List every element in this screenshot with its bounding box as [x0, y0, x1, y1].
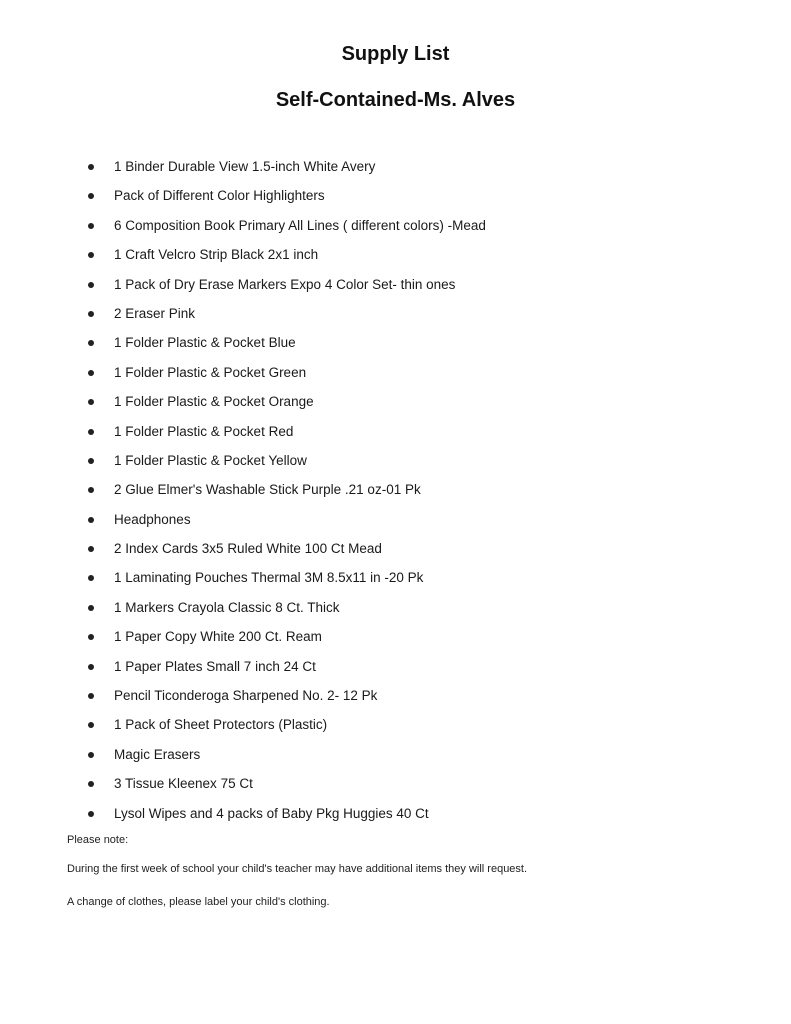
list-item-text: 6 Composition Book Primary All Lines ( different colors) -Mead: [114, 217, 486, 233]
bullet-icon: [88, 340, 94, 346]
list-item: [88, 362, 748, 391]
bullet-icon: [88, 223, 94, 229]
bullet-icon: [88, 781, 94, 787]
bullet-icon: [88, 311, 94, 317]
bullet-icon: [88, 429, 94, 435]
list-item-text: 3 Tissue Kleenex 75 Ct: [114, 776, 253, 792]
list-item-text: Magic Erasers: [114, 746, 201, 762]
supply-list: [88, 156, 748, 832]
list-item: [88, 567, 748, 596]
bullet-icon: [88, 722, 94, 728]
list-item: [88, 185, 748, 214]
bullet-icon: [88, 252, 94, 258]
bullet-icon: [88, 575, 94, 581]
list-item-text: 1 Folder Plastic & Pocket Blue: [114, 335, 296, 351]
list-item-text: 1 Pack of Sheet Protectors (Plastic): [114, 717, 328, 733]
list-item-text: 1 Binder Durable View 1.5-inch White Avery: [114, 159, 376, 174]
note-line-change-of-clothes: A change of clothes, please label your child's clothing.: [67, 896, 330, 908]
list-item: [88, 744, 748, 773]
list-item: [88, 685, 748, 714]
page-subtitle: Self-Contained-Ms. Alves: [275, 89, 516, 111]
bullet-icon: [88, 811, 94, 817]
list-item-text: 2 Eraser Pink: [114, 305, 196, 321]
list-item-text: 1 Folder Plastic & Pocket Red: [114, 423, 294, 439]
list-item: [88, 156, 748, 185]
list-item: [88, 479, 748, 508]
bullet-icon: [88, 634, 94, 640]
list-item: [88, 714, 748, 743]
bullet-icon: [88, 546, 94, 552]
list-item: [88, 391, 748, 420]
list-item: [88, 509, 748, 538]
list-item: [88, 597, 748, 626]
list-item-text: Pencil Ticonderoga Sharpened No. 2- 12 Pk: [114, 688, 378, 704]
list-item: [88, 274, 748, 303]
page-title: Supply List: [341, 43, 450, 65]
list-item-text: 1 Paper Plates Small 7 inch 24 Ct: [114, 658, 316, 674]
bullet-icon: [88, 164, 94, 170]
list-item-text: Headphones: [114, 511, 191, 527]
list-item-text: 2 Glue Elmer's Washable Stick Purple .21 oz-01 Pk: [114, 482, 421, 498]
bullet-icon: [88, 193, 94, 199]
bullet-icon: [88, 282, 94, 288]
bullet-icon: [88, 370, 94, 376]
list-item-text: 1 Folder Plastic & Pocket Green: [114, 364, 307, 380]
list-item: [88, 303, 748, 332]
list-item: [88, 656, 748, 685]
list-item: [88, 421, 748, 450]
list-item: [88, 803, 748, 832]
list-item-text: 1 Folder Plastic & Pocket Orange: [114, 394, 314, 410]
bullet-icon: [88, 693, 94, 699]
list-item: [88, 626, 748, 655]
list-item-text: 1 Folder Plastic & Pocket Yellow: [114, 452, 307, 468]
list-item: [88, 538, 748, 567]
bullet-icon: [88, 517, 94, 523]
list-item: [88, 244, 748, 273]
list-item-text: 1 Paper Copy White 200 Ct. Ream: [114, 629, 322, 645]
list-item: [88, 773, 748, 802]
list-item-text: 1 Pack of Dry Erase Markers Expo 4 Color Set- thin ones: [114, 276, 456, 292]
bullet-icon: [88, 399, 94, 405]
list-item: [88, 450, 748, 479]
list-item-text: 1 Markers Crayola Classic 8 Ct. Thick: [114, 599, 340, 615]
list-item: [88, 215, 748, 244]
list-item-text: 1 Craft Velcro Strip Black 2x1 inch: [114, 247, 319, 263]
bullet-icon: [88, 605, 94, 611]
bullet-icon: [88, 752, 94, 758]
note-heading: Please note:: [67, 834, 129, 846]
bullet-icon: [88, 458, 94, 464]
bullet-icon: [88, 487, 94, 493]
list-item-text: 1 Laminating Pouches Thermal 3M 8.5x11 in -20 Pk: [114, 570, 424, 586]
list-item-text: Pack of Different Color Highlighters: [114, 188, 325, 204]
list-item: [88, 332, 748, 361]
note-line-teacher-requests: During the first week of school your child's teacher may have additional items they will request.: [67, 863, 528, 875]
bullet-icon: [88, 664, 94, 670]
list-item-text: Lysol Wipes and 4 packs of Baby Pkg Huggies 40 Ct: [114, 805, 429, 821]
list-item-text: 2 Index Cards 3x5 Ruled White 100 Ct Mead: [114, 541, 382, 557]
